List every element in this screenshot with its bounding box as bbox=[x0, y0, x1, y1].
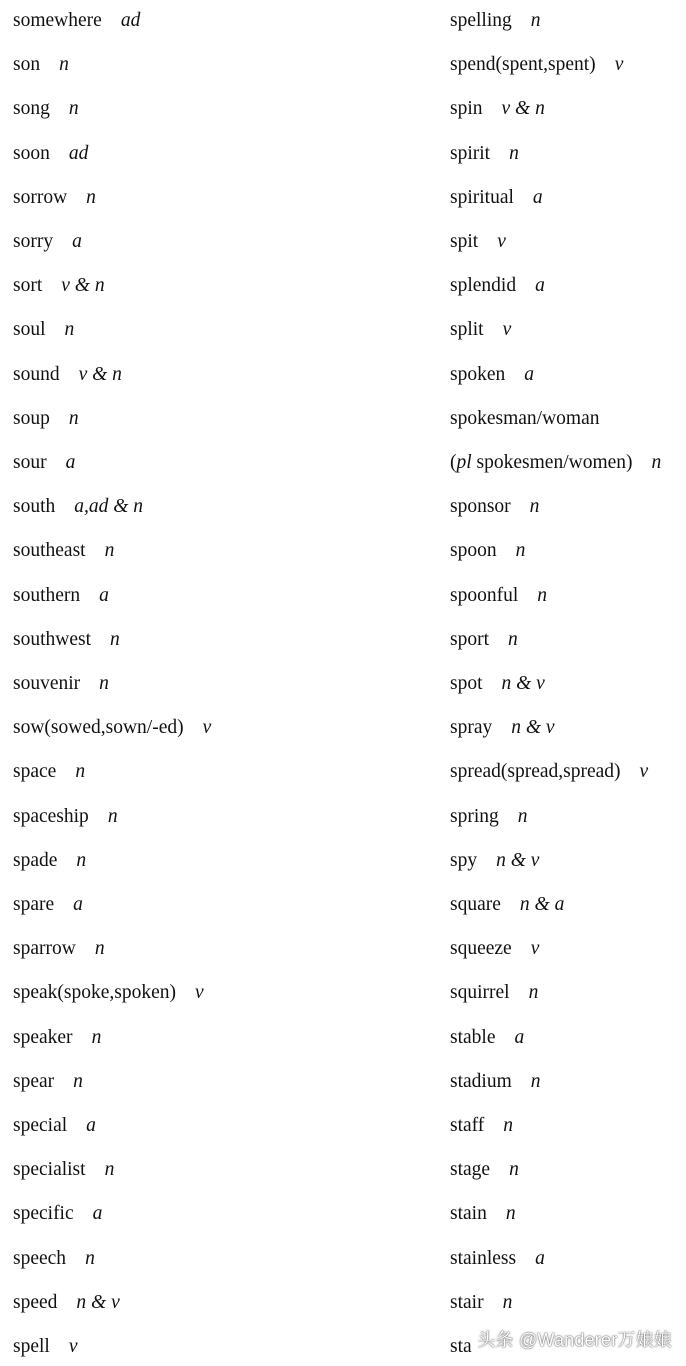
vocab-entry bbox=[13, 1247, 95, 1271]
vocab-entry bbox=[450, 539, 525, 563]
vocab-entry bbox=[13, 1070, 83, 1094]
vocab-entry bbox=[13, 937, 105, 961]
entry-part-of-speech: n & v bbox=[501, 673, 545, 694]
vocab-entry bbox=[450, 495, 539, 519]
entry-word: sour bbox=[13, 452, 47, 473]
entry-word: sound bbox=[13, 363, 60, 385]
entry-word: specialist bbox=[13, 1159, 86, 1181]
entry-word: sponsor bbox=[450, 496, 511, 518]
entry-word: stadium bbox=[450, 1070, 512, 1092]
vocab-entry bbox=[13, 97, 79, 121]
entry-word: spot bbox=[450, 673, 483, 694]
entry-part-of-speech: ad bbox=[68, 142, 89, 164]
vocab-entry bbox=[450, 318, 511, 342]
entry-part-of-speech: a bbox=[524, 363, 534, 385]
entry-word: split bbox=[450, 319, 484, 341]
entry-part-of-speech: v & n bbox=[61, 275, 105, 297]
vocab-entry bbox=[450, 1114, 513, 1138]
entry-part-of-speech: n bbox=[91, 1026, 102, 1048]
entry-word: spoon bbox=[450, 540, 497, 562]
watermark: 头条 @Wanderer万娘娘 bbox=[477, 1330, 672, 1350]
entry-word: spaceship bbox=[13, 805, 89, 827]
entry-word: south bbox=[13, 496, 56, 518]
vocab-entry bbox=[13, 274, 105, 298]
entry-word: soup bbox=[13, 407, 50, 429]
vocab-entry bbox=[13, 1158, 114, 1182]
vocab-entry bbox=[450, 805, 528, 829]
entry-part-of-speech: n bbox=[530, 10, 541, 31]
vocab-entry bbox=[450, 981, 538, 1005]
vocab-entry bbox=[450, 9, 541, 33]
entry-part-of-speech: n bbox=[94, 938, 105, 960]
entry-word: sorrow bbox=[13, 186, 68, 208]
entry-part-of-speech: n bbox=[537, 584, 547, 606]
entry-word: space bbox=[13, 761, 57, 783]
entry-word: splendid bbox=[450, 275, 517, 297]
entry-word: sparrow bbox=[13, 938, 76, 960]
entry-part-of-speech: v bbox=[202, 717, 212, 739]
entry-part-of-speech: v bbox=[68, 1336, 78, 1357]
vocab-entry bbox=[13, 451, 75, 475]
entry-word: stainless bbox=[450, 1247, 517, 1269]
entry-part-of-speech: n bbox=[503, 1115, 514, 1136]
entry-word: squirrel bbox=[450, 982, 510, 1004]
vocab-entry bbox=[13, 805, 118, 829]
vocab-entry bbox=[13, 584, 109, 608]
entry-part-of-speech: a,ad & n bbox=[74, 496, 144, 518]
entry-part-of-speech: n bbox=[528, 982, 539, 1004]
entry-word: soon bbox=[13, 142, 50, 164]
vocab-entry bbox=[450, 584, 547, 608]
entry-part-of-speech: n bbox=[85, 1247, 95, 1269]
entry-part-of-speech: v bbox=[530, 938, 540, 960]
entry-part-of-speech: a bbox=[514, 1026, 525, 1048]
entry-word: soul bbox=[13, 319, 46, 341]
vocab-entry bbox=[450, 53, 623, 77]
entry-word: speaker bbox=[13, 1026, 73, 1048]
entry-part-of-speech: n bbox=[509, 1159, 519, 1181]
entry-part-of-speech: a bbox=[86, 1115, 96, 1136]
vocab-entry bbox=[450, 1026, 524, 1050]
entry-part-of-speech: n bbox=[515, 540, 526, 562]
vocab-entry bbox=[13, 849, 86, 873]
entry-part-of-speech: n bbox=[86, 186, 96, 208]
vocab-entry bbox=[13, 53, 69, 77]
vocab-entry bbox=[13, 230, 82, 254]
vocab-entry bbox=[13, 186, 96, 210]
entry-word: souvenir bbox=[13, 673, 81, 694]
entry-word: spell bbox=[13, 1336, 50, 1357]
entry-word: sort bbox=[13, 275, 43, 297]
entry-part-of-speech: n bbox=[59, 54, 69, 76]
vocab-entry bbox=[450, 893, 564, 917]
entry-part-of-speech: n & v bbox=[76, 1291, 120, 1313]
entry-word: specific bbox=[13, 1203, 74, 1225]
entry-part-of-speech: n bbox=[509, 142, 519, 164]
entry-word: sorry bbox=[13, 231, 54, 252]
entry-word: special bbox=[13, 1115, 68, 1136]
entry-word: spy bbox=[450, 849, 478, 871]
entry-word: (pl spokesmen/women) bbox=[450, 452, 633, 473]
vocab-entry bbox=[13, 539, 114, 563]
entry-word: stage bbox=[450, 1159, 491, 1181]
vocab-entry bbox=[450, 937, 539, 961]
entry-part-of-speech: n & a bbox=[519, 894, 565, 915]
vocab-entry bbox=[13, 1026, 101, 1050]
entry-part-of-speech: n & v bbox=[511, 717, 555, 739]
vocab-entry bbox=[13, 760, 85, 784]
entry-part-of-speech: n bbox=[110, 628, 120, 650]
entry-part-of-speech: a bbox=[92, 1203, 103, 1225]
vocab-entry bbox=[450, 760, 648, 784]
entry-word: spare bbox=[13, 894, 55, 915]
entry-word: somewhere bbox=[13, 10, 102, 31]
entry-word: speed bbox=[13, 1291, 58, 1313]
entry-part-of-speech: n bbox=[75, 761, 86, 783]
entry-word: spelling bbox=[450, 10, 512, 31]
entry-part-of-speech: n bbox=[76, 849, 87, 871]
vocab-entry bbox=[13, 495, 143, 519]
vocab-entry bbox=[13, 628, 120, 652]
vocab-entry bbox=[450, 274, 545, 298]
entry-word: song bbox=[13, 98, 50, 120]
vocab-entry bbox=[13, 407, 79, 431]
entry-word: southeast bbox=[13, 540, 86, 562]
entry-part-of-speech: v bbox=[614, 54, 624, 76]
vocab-entry bbox=[450, 1335, 472, 1359]
vocab-entry bbox=[450, 849, 539, 873]
entry-part-of-speech: a bbox=[73, 894, 83, 915]
vocab-entry bbox=[450, 1202, 516, 1226]
entry-part-of-speech: n bbox=[107, 805, 118, 827]
vocab-entry bbox=[13, 363, 122, 387]
entry-word: southern bbox=[13, 584, 81, 606]
vocab-entry bbox=[13, 1291, 120, 1315]
vocab-entry bbox=[450, 1158, 519, 1182]
entry-word: son bbox=[13, 54, 41, 76]
entry-part-of-speech: n bbox=[68, 98, 79, 120]
entry-part-of-speech: ad bbox=[120, 10, 141, 31]
vocab-entry bbox=[450, 363, 534, 387]
entry-word: spade bbox=[13, 849, 58, 871]
entry-word: spend(spent,spent) bbox=[450, 54, 596, 76]
entry-word: spoonful bbox=[450, 584, 519, 606]
entry-part-of-speech: v bbox=[497, 231, 506, 252]
entry-word: spin bbox=[450, 98, 483, 120]
entry-part-of-speech: a bbox=[65, 452, 76, 473]
vocab-entry bbox=[450, 186, 543, 210]
entry-word: square bbox=[450, 894, 501, 915]
entry-part-of-speech: n bbox=[68, 407, 79, 429]
vocab-entry bbox=[13, 9, 140, 33]
entry-part-of-speech: n bbox=[505, 1203, 516, 1225]
entry-part-of-speech: v & n bbox=[78, 363, 122, 385]
entry-part-of-speech: a bbox=[99, 584, 109, 606]
entry-word: sta bbox=[450, 1336, 472, 1357]
entry-word: stair bbox=[450, 1291, 484, 1313]
entry-word: spirit bbox=[450, 142, 491, 164]
entry-part-of-speech: n & v bbox=[496, 849, 540, 871]
entry-part-of-speech: v bbox=[502, 319, 512, 341]
vocab-entry bbox=[450, 672, 545, 696]
vocab-entry bbox=[450, 451, 661, 475]
entry-part-of-speech: n bbox=[104, 540, 115, 562]
entry-word: squeeze bbox=[450, 938, 512, 960]
entry-part-of-speech: a bbox=[535, 275, 545, 297]
entry-word: spokesman/woman bbox=[450, 407, 600, 429]
vocab-entry bbox=[450, 716, 555, 740]
entry-word: sow(sowed,sown/-ed) bbox=[13, 717, 184, 739]
vocab-entry bbox=[13, 672, 109, 696]
entry-part-of-speech: n bbox=[530, 1070, 541, 1092]
vocab-entry bbox=[13, 893, 83, 917]
entry-word: sport bbox=[450, 628, 489, 650]
entry-word: speech bbox=[13, 1247, 67, 1269]
entry-part-of-speech: n bbox=[73, 1070, 83, 1092]
vocab-entry bbox=[13, 716, 211, 740]
vocab-entry bbox=[450, 1247, 545, 1271]
vocab-entry bbox=[450, 97, 545, 121]
vocab-entry bbox=[13, 1114, 96, 1138]
entry-part-of-speech: n bbox=[99, 673, 109, 694]
entry-word: spear bbox=[13, 1070, 55, 1092]
vocab-entry bbox=[13, 318, 74, 342]
vocab-entry bbox=[13, 1202, 102, 1226]
entry-part-of-speech: n bbox=[64, 319, 75, 341]
vocab-entry bbox=[450, 407, 599, 431]
vocab-entry bbox=[450, 142, 519, 166]
entry-word: spread(spread,spread) bbox=[450, 761, 621, 783]
entry-part-of-speech: v bbox=[639, 761, 649, 783]
entry-part-of-speech: n bbox=[104, 1159, 115, 1181]
vocab-entry bbox=[13, 142, 88, 166]
entry-word: spring bbox=[450, 805, 499, 827]
entry-part-of-speech: n bbox=[502, 1291, 513, 1313]
vocab-entry bbox=[13, 981, 204, 1005]
entry-word: spray bbox=[450, 717, 493, 739]
entry-word: spiritual bbox=[450, 186, 514, 208]
entry-word: spoken bbox=[450, 363, 506, 385]
entry-part-of-speech: a bbox=[72, 231, 82, 252]
vocab-entry bbox=[450, 230, 506, 254]
entry-part-of-speech: v & n bbox=[501, 98, 545, 120]
entry-word: speak(spoke,spoken) bbox=[13, 982, 176, 1004]
entry-part-of-speech: v bbox=[195, 982, 204, 1004]
entry-part-of-speech: n bbox=[651, 452, 662, 473]
entry-word: staff bbox=[450, 1115, 485, 1136]
entry-part-of-speech: a bbox=[535, 1247, 545, 1269]
entry-part-of-speech: n bbox=[508, 628, 518, 650]
entry-part-of-speech: n bbox=[517, 805, 528, 827]
entry-word: spit bbox=[450, 231, 479, 252]
vocab-entry bbox=[450, 1291, 512, 1315]
entry-part-of-speech: n bbox=[529, 496, 540, 518]
entry-word: stain bbox=[450, 1203, 487, 1225]
entry-part-of-speech: a bbox=[532, 186, 543, 208]
vocab-entry bbox=[450, 628, 518, 652]
entry-word: southwest bbox=[13, 628, 91, 650]
entry-word: stable bbox=[450, 1026, 496, 1048]
vocab-entry bbox=[13, 1335, 78, 1359]
vocab-entry bbox=[450, 1070, 541, 1094]
